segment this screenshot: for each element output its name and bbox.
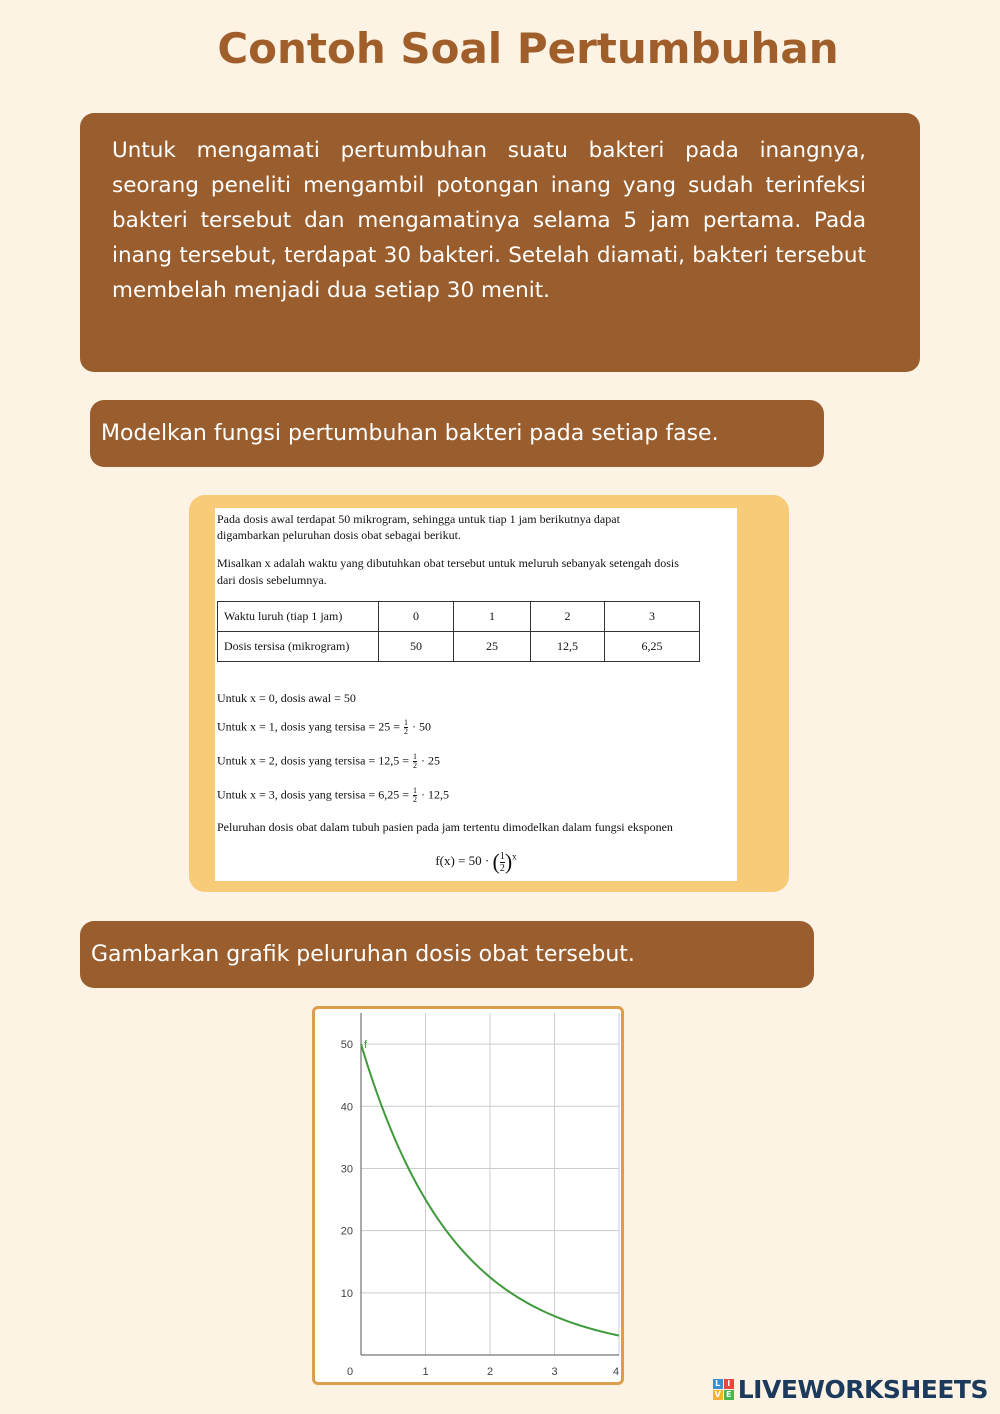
table-row-label: Dosis tersisa (mikrogram) [218,632,379,662]
logo-letter: E [724,1390,734,1400]
table-cell: 0 [379,602,454,632]
logo-letter: I [724,1379,734,1389]
fraction-numerator: 1 [412,752,417,761]
step-2-text: Untuk x = 2, dosis yang tersisa = 12,5 = [217,753,409,768]
step-3-tail: · 12,5 [420,787,449,802]
question-2-box [80,921,814,988]
fraction-denominator: 2 [412,795,417,804]
y-tick-label: 50 [340,1039,353,1052]
formula-paren-close: ) [504,849,513,874]
question-2-text: Gambarkan grafik peluruhan dosis obat tersebut. [91,942,635,967]
page-title: Contoh Soal Pertumbuhan [217,24,839,73]
solution-line-4: dari dosis sebelumnya. [217,573,327,587]
dose-table [217,601,700,662]
decay-formula [215,849,737,875]
table-cell: 25 [454,632,531,662]
step-2-tail: · 25 [420,753,440,768]
step-1 [217,719,431,736]
fraction-denominator: 2 [403,727,408,736]
table-cell: 1 [454,602,531,632]
fraction-denominator: 2 [499,862,505,874]
decay-graph [315,1009,621,1382]
fraction-half [413,787,417,804]
x-tick-label: 3 [551,1366,558,1378]
formula-lhs: f(x) = 50 · [435,852,490,868]
solution-frame [189,495,789,892]
x-tick-label: 4 [612,1366,620,1378]
formula-exponent: x [512,851,517,862]
table-cell: 12,5 [531,632,605,662]
table-cell: 3 [605,602,700,632]
fraction-numerator: 1 [412,786,417,795]
decay-graph-frame [312,1006,624,1385]
fraction-denominator: 2 [412,761,417,770]
table-cell: 2 [531,602,605,632]
series-label: f [364,1039,368,1052]
step-3-text: Untuk x = 3, dosis yang tersisa = 6,25 = [217,787,409,802]
step-2 [217,753,440,770]
y-tick-label: 40 [340,1101,353,1114]
question-1-box [90,400,824,467]
y-tick-label: 30 [340,1163,353,1176]
fraction-half [404,719,408,736]
step-0: Untuk x = 0, dosis awal = 50 [217,691,356,705]
logo-letter: V [714,1389,721,1399]
logo-mark-icon [713,1379,734,1400]
y-tick-label: 10 [340,1287,353,1300]
table-row-label: Waktu luruh (tiap 1 jam) [218,602,379,632]
table-row [218,602,700,632]
solution-line-2: digambarkan peluruhan dosis obat sebagai berikut. [217,528,461,542]
fraction-numerator: 1 [499,850,505,862]
step-3 [217,787,449,804]
step-1-tail: · 50 [411,719,431,734]
x-tick-label: 1 [422,1366,429,1378]
solution-image [215,508,737,881]
solution-line-1: Pada dosis awal terdapat 50 mikrogram, sehingga untuk tiap 1 jam berikutnya dapat [217,512,620,526]
y-tick-label: 20 [340,1225,353,1238]
table-row [218,632,700,662]
table-cell: 50 [379,632,454,662]
logo-text: LIVEWORKSHEETS [737,1374,988,1404]
x-tick-label: 0 [346,1366,354,1378]
table-cell: 6,25 [605,632,700,662]
formula-paren-open: ( [492,849,500,874]
fraction-numerator: 1 [403,718,408,727]
fraction-half [413,753,417,770]
conclusion-text: Peluruhan dosis obat dalam tubuh pasien pada jam tertentu dimodelkan dalam fungsi eksponen [217,820,673,834]
logo-letter: L [713,1379,723,1389]
question-1-text: Modelkan fungsi pertumbuhan bakteri pada setiap fase. [101,421,719,446]
x-tick-label: 2 [486,1366,494,1378]
step-1-text: Untuk x = 1, dosis yang tersisa = 25 = [217,719,400,734]
solution-line-3: Misalkan x adalah waktu yang dibutuhkan obat tersebut untuk meluruh sebanyak setengah dosis [217,556,679,570]
liveworksheets-logo [713,1374,988,1404]
problem-statement-box [80,113,920,372]
problem-statement-text: Untuk mengamati pertumbuhan suatu bakteri pada inangnya, seorang peneliti mengambil potongan inang yang sudah terinfeksi bakteri tersebut dan mengamatinya selama 5 jam pertama. Pada inang tersebut, terdapat 30 bakteri. Setelah diamati, bakteri tersebut membelah menjadi dua setiap 30 menit. [112,138,866,303]
